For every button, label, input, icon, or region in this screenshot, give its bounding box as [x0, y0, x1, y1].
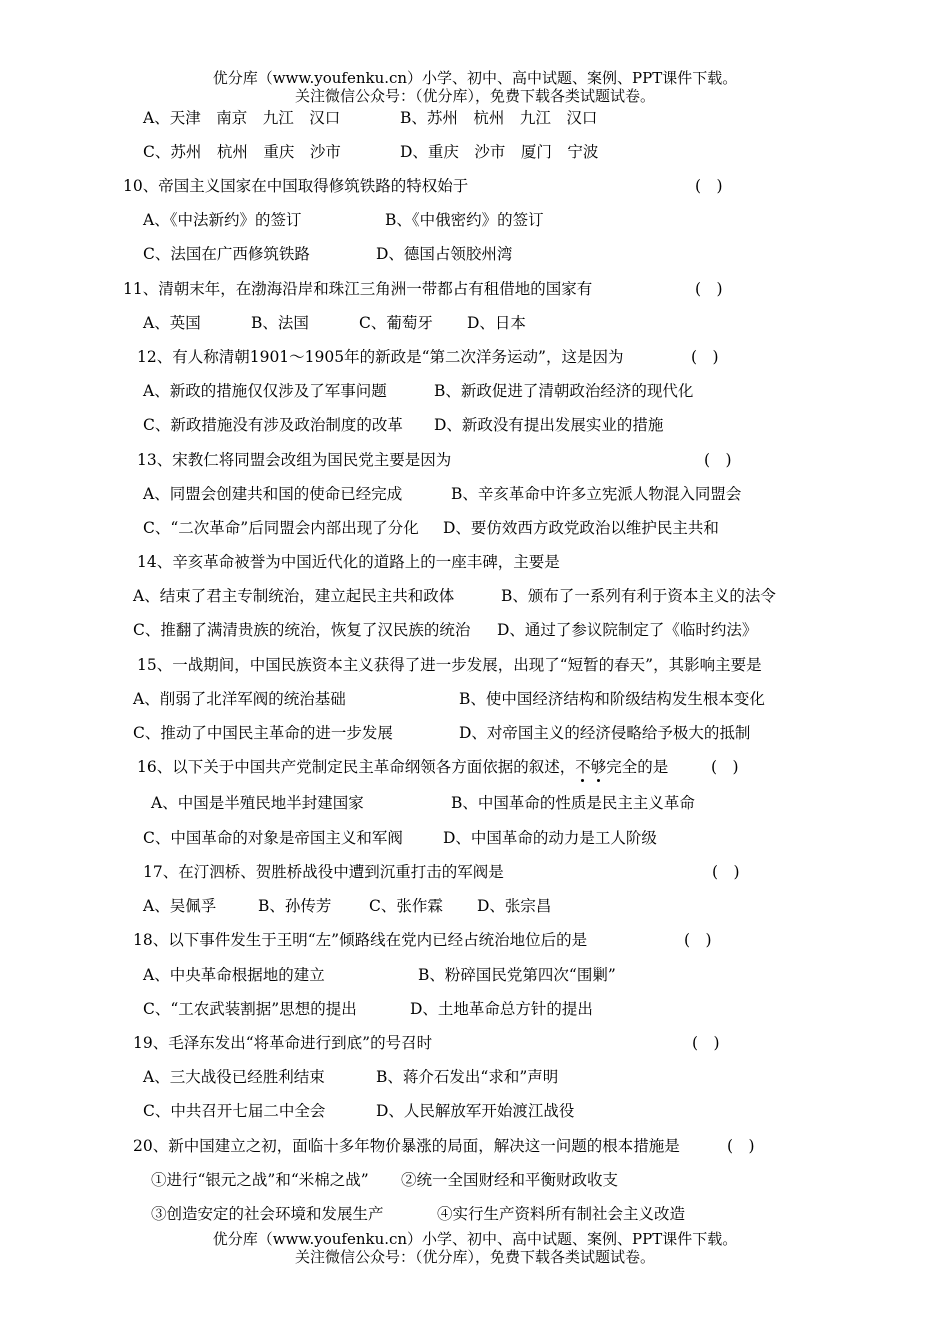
q16-stem-end: 完全的是: [606, 758, 669, 776]
q16-stem-start: 16、以下关于中国共产党制定民主革命纲领各方面依据的叙述，: [137, 758, 576, 776]
q11-option-a: A、英国: [143, 314, 201, 332]
q14-stem: 14、辛亥革命被誉为中国近代化的道路上的一座丰碑，主要是: [137, 553, 560, 571]
q19-option-d: D、人民解放军开始渡江战役: [376, 1102, 575, 1120]
q18-option-d: D、土地革命总方针的提出: [410, 1000, 593, 1018]
q11-answer-bracket: ( ): [695, 280, 723, 298]
q9-option-b: B、苏州 杭州 九江 汉口: [400, 109, 598, 127]
q15-option-d: D、对帝国主义的经济侵略给予极大的抵制: [459, 724, 751, 742]
q16-option-c: C、中国革命的对象是帝国主义和军阀: [143, 829, 403, 847]
q9-option-d: D、重庆 沙市 厦门 宁波: [400, 143, 599, 161]
q13-option-a: A、同盟会创建共和国的使命已经完成: [143, 485, 403, 503]
q20-item-4: ④实行生产资料所有制社会主义改造: [437, 1205, 686, 1223]
footer-line-1: 优分库（www.youfenku.cn）小学、初中、高中试题、案例、PPT课件下载。: [212, 1230, 738, 1248]
q17-stem: 17、在汀泗桥、贺胜桥战役中遭到沉重打击的军阀是: [143, 863, 504, 881]
q11-stem: 11、清朝末年，在渤海沿岸和珠江三角洲一带都占有租借地的国家有: [123, 280, 593, 298]
q13-option-c: C、“二次革命”后同盟会内部出现了分化: [143, 519, 419, 537]
q10-stem: 10、帝国主义国家在中国取得修筑铁路的特权始于: [123, 177, 469, 195]
q10-option-d: D、德国占领胶州湾: [376, 245, 513, 263]
q15-option-a: A、削弱了北洋军阀的统治基础: [133, 690, 346, 708]
q11-option-d: D、日本: [467, 314, 526, 332]
q20-answer-bracket: ( ): [727, 1137, 755, 1155]
q18-option-a: A、中央革命根据地的建立: [143, 966, 325, 984]
q12-option-c: C、新政措施没有涉及政治制度的改革: [143, 416, 403, 434]
header-line-1: 优分库（www.youfenku.cn）小学、初中、高中试题、案例、PPT课件下载。: [212, 69, 738, 87]
q20-item-3: ③创造安定的社会环境和发展生产: [151, 1205, 384, 1223]
q13-option-d: D、要仿效西方政党政治以维护民主共和: [443, 519, 719, 537]
q10-answer-bracket: ( ): [695, 177, 723, 195]
q12-option-d: D、新政没有提出发展实业的措施: [434, 416, 664, 434]
q12-option-b: B、新政促进了清朝政治经济的现代化: [434, 382, 694, 400]
q13-option-b: B、辛亥革命中许多立宪派人物混入同盟会: [451, 485, 742, 503]
q13-stem: 13、宋教仁将同盟会改组为国民党主要是因为: [137, 451, 452, 469]
q19-answer-bracket: ( ): [692, 1034, 720, 1052]
q11-option-b: B、法国: [251, 314, 309, 332]
q18-option-c: C、“工农武装割据”思想的提出: [143, 1000, 357, 1018]
q14-option-a: A、结束了君主专制统治，建立起民主共和政体: [133, 587, 455, 605]
q20-stem: 20、新中国建立之初，面临十多年物价暴涨的局面，解决这一问题的根本措施是: [133, 1137, 680, 1155]
q17-answer-bracket: ( ): [712, 863, 740, 881]
q19-option-b: B、蒋介石发出“求和”声明: [376, 1068, 559, 1086]
q18-answer-bracket: ( ): [684, 931, 712, 949]
q17-option-b: B、孙传芳: [258, 897, 332, 915]
q18-option-b: B、粉碎国民党第四次“围剿”: [418, 966, 616, 984]
q15-option-c: C、推动了中国民主革命的进一步发展: [133, 724, 393, 742]
header-line-2: 关注微信公众号：（优分库），免费下载各类试题试卷。: [294, 87, 655, 105]
q16-answer-bracket: ( ): [711, 758, 739, 776]
q15-option-b: B、使中国经济结构和阶级结构发生根本变化: [459, 690, 765, 708]
q19-option-c: C、中共召开七届二中全会: [143, 1102, 326, 1120]
q12-option-a: A、新政的措施仅仅涉及了军事问题: [143, 382, 387, 400]
q11-option-c: C、葡萄牙: [359, 314, 433, 332]
q14-option-d: D、通过了参议院制定了《临时约法》: [497, 621, 758, 639]
q17-option-a: A、吴佩孚: [143, 897, 217, 915]
q16-emphasis-char-2: 够: [590, 758, 607, 776]
q17-option-d: D、张宗昌: [477, 897, 552, 915]
q12-answer-bracket: ( ): [691, 348, 719, 366]
q9-option-a: A、天津 南京 九江 汉口: [143, 109, 341, 127]
q17-option-c: C、张作霖: [369, 897, 443, 915]
q9-option-c: C、苏州 杭州 重庆 沙市: [143, 143, 341, 161]
q10-option-b: B、《中俄密约》的签订: [385, 211, 544, 229]
q20-item-1: ①进行“银元之战”和“米棉之战”: [151, 1171, 369, 1189]
q14-option-b: B、颁布了一系列有利于资本主义的法令: [501, 587, 776, 605]
q12-stem: 12、有人称清朝1901～1905年的新政是“第二次洋务运动”，这是因为: [137, 348, 624, 366]
q10-option-c: C、法国在广西修筑铁路: [143, 245, 310, 263]
q16-emphasis-char-1: 不: [575, 758, 591, 776]
q20-item-2: ②统一全国财经和平衡财政收支: [401, 1171, 619, 1189]
q13-answer-bracket: ( ): [704, 451, 732, 469]
q16-stem: [137, 757, 668, 777]
footer-line-2: 关注微信公众号：（优分库），免费下载各类试题试卷。: [294, 1248, 655, 1266]
q10-option-a: A、《中法新约》的签订: [143, 211, 302, 229]
q19-option-a: A、三大战役已经胜利结束: [143, 1068, 325, 1086]
q16-option-a: A、中国是半殖民地半封建国家: [151, 794, 364, 812]
q16-option-b: B、中国革命的性质是民主主义革命: [451, 794, 695, 812]
q18-stem: 18、以下事件发生于王明“左”倾路线在党内已经占统治地位后的是: [133, 931, 588, 949]
q15-stem: 15、一战期间，中国民族资本主义获得了进一步发展，出现了“短暂的春天”，其影响主要是: [137, 656, 762, 674]
q19-stem: 19、毛泽东发出“将革命进行到底”的号召时: [133, 1034, 433, 1052]
q16-option-d: D、中国革命的动力是工人阶级: [443, 829, 657, 847]
q14-option-c: C、推翻了满清贵族的统治，恢复了汉民族的统治: [133, 621, 471, 639]
